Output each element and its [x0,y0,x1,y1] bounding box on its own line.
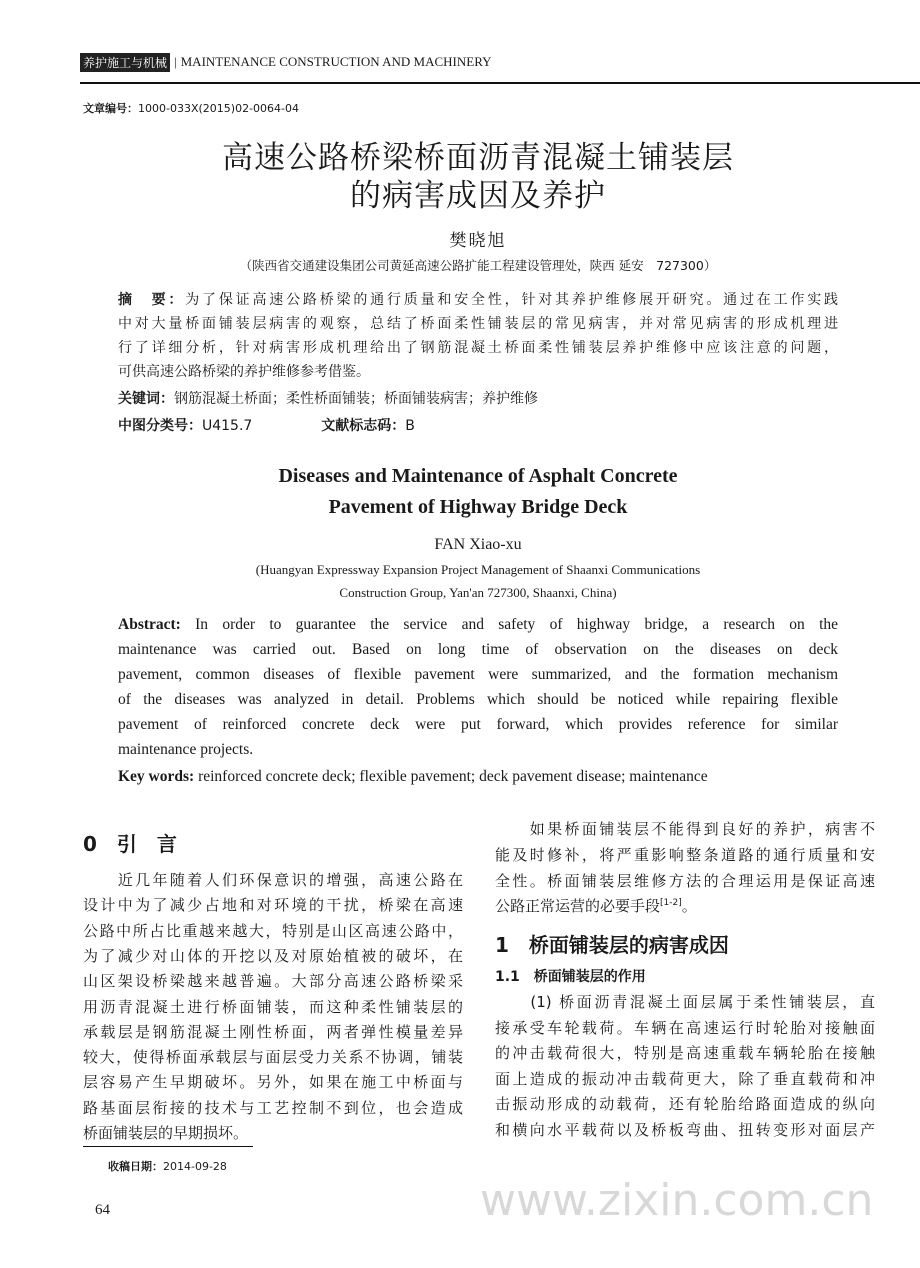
line-text: 承载层是钢筋混凝土刚性桥面，两者弹性模量差异 [83,1022,463,1041]
keywords-en [118,768,708,786]
line-text: pavement, common diseases of flexible pavement were summarized, and the formation mechanism [118,666,838,683]
line-text: 可供高速公路桥梁的养护维修参考借鉴。 [118,364,370,380]
text-line [83,894,463,915]
line-text: 行了详细分析，针对病害形成机理给出了钢筋混凝土桥面柔性铺装层养护维修中应该注意的问题， [118,340,838,356]
line-text: 为了减少对山体的开挖以及对原始植被的破坏，在 [83,946,463,965]
line-text: 用沥青混凝土进行桥面铺装，而这种柔性铺装层的 [83,997,463,1016]
line-text: 山区架设桥梁越来越普遍。大部分高速公路桥梁采 [83,972,463,991]
keywords-cn [118,388,538,408]
line-text: 公路中所占比重越来越大，特别是山区高速公路中， [83,921,463,940]
author-en: FAN Xiao-xu [434,536,522,553]
line-text: of the diseases was analyzed in detail. Problems which should be noticed while repairing flexible [118,691,838,708]
watermark: www.zixin.com.cn [480,1175,874,1226]
keywords-en-value: reinforced concrete deck; flexible pavement; deck pavement disease; maintenance [198,768,708,785]
running-header [80,52,492,72]
text-line [118,337,838,357]
text-line [495,1042,875,1063]
title-cn-line-1: 高速公路桥梁桥面沥青混凝土铺装层 [222,140,734,176]
abstract-en-label: Abstract: [118,616,181,633]
text-line [83,970,463,991]
text-line [495,991,875,1012]
text-line [118,666,838,684]
classification [118,415,415,435]
text-line [495,818,875,839]
text-line [495,870,875,891]
text-line [495,1017,875,1038]
title-cn-line-2: 的病害成因及养护 [350,178,606,214]
text-line [495,895,875,916]
line-text: 桥面铺装层的早期损坏。 [83,1124,249,1142]
text-line [83,1071,463,1092]
text-line [118,313,838,333]
text-line [118,289,838,309]
title-en-line-1: Diseases and Maintenance of Asphalt Concrete [278,465,678,487]
classification-value: U415.7 [202,418,253,434]
line-text: 中对大量桥面铺装层病害的观察，总结了桥面柔性铺装层的常见病害，并对常见病害的形成机理进 [118,316,838,332]
affiliation-cn: （陕西省交通建设集团公司黄延高速公路扩能工程建设管理处，陕西 延安 727300） [239,258,717,273]
line-text: pavement of reinforced concrete deck were put forward, which provides reference for similar [118,716,838,733]
line-text: 近几年随着人们环保意识的增强，高速公路在 [83,871,463,889]
page-number: 64 [95,1202,110,1218]
footnote-rule [83,1146,253,1147]
text-line [495,1093,875,1114]
line-text: In order to guarantee the service and safety of highway bridge, a research on the [195,616,839,633]
line-text: 接承受车轮载荷。车辆在高速运行时轮胎对接触面 [495,1018,875,1037]
citation[interactable]: [1-2] [660,898,682,909]
line-text: 如果桥面铺装层不能得到良好的养护，病害不 [495,820,875,838]
text-line [118,691,838,709]
text-line [118,741,838,759]
keywords-en-label: Key words: [118,768,195,785]
section-1-1-heading: 1.1 桥面铺装层的作用 [495,969,646,985]
article-number-value: 1000-033X(2015)02-0064-04 [138,102,299,115]
line-text: 面上造成的振动冲击载荷更大，除了垂直载荷和冲 [495,1069,875,1088]
line-text: 为了保证高速公路桥梁的通行质量和安全性，针对其养护维修展开研究。通过在工作实践 [185,292,839,308]
title-en-line-2: Pavement of Highway Bridge Deck [328,496,628,518]
header-rule [80,82,920,84]
text-line [83,945,463,966]
text-line [83,920,463,941]
affiliation-en-line-1: (Huangyan Expressway Expansion Project Management of Shaanxi Communications [255,562,701,577]
article-number-label: 文章编号： [83,102,138,115]
text-line [118,716,838,734]
line-text: 层容易产生早期破坏。另外，如果在施工中桥面与 [83,1073,463,1092]
text-line [83,1097,463,1118]
text-line [118,361,838,381]
text-line [495,1068,875,1089]
journal-name-cn: 养护施工与机械 [80,53,170,72]
line-text: 和横向水平载荷以及桥板弯曲、扭转变形对面层产 [495,1121,875,1139]
line-text: (1) 桥面沥青混凝土面层属于柔性铺装层，直 [495,993,875,1011]
line-text: 全性。桥面铺装层维修方法的合理运用是保证高速 [495,871,875,890]
affiliation-en-line-2: Construction Group, Yan'an 727300, Shaanxi, China) [339,585,617,600]
line-text: maintenance was carried out. Based on long time of observation on the diseases on deck [118,641,838,658]
abstract-cn-label: 摘 要： [118,292,186,308]
classification-label: 中图分类号： [118,418,202,434]
line-text: 能及时修补，将严重影响整条道路的通行质量和安 [495,845,875,864]
received-date-value: 2014-09-28 [163,1160,227,1173]
article-number [83,100,299,116]
line-text: 路基面层衔接的技术与工艺控制不到位，也会造成 [83,1098,463,1117]
line-text: 击振动形成的动载荷，还有轮胎给路面造成的纵向 [495,1095,875,1114]
keywords-cn-value: 钢筋混凝土桥面；柔性桥面铺装；桥面铺装病害；养护维修 [174,391,538,407]
text-line [83,869,463,890]
text-line [118,641,838,659]
header-separator: | [174,54,177,69]
line-text: 。 [681,897,697,916]
author-cn: 樊晓旭 [449,231,507,251]
line-text: maintenance projects. [118,741,254,758]
section-1-heading: 1 桥面铺装层的病害成因 [495,933,729,957]
section-0-heading: 0 引 言 [83,832,177,856]
received-date [108,1158,227,1174]
text-line [83,1046,463,1067]
text-line [118,616,838,634]
doc-code-label: 文献标志码： [321,418,406,434]
received-date-label: 收稿日期： [108,1160,163,1173]
text-line [83,1122,463,1143]
doc-code-value: B [405,418,415,434]
text-line [83,996,463,1017]
keywords-cn-label: 关键词： [118,391,174,407]
text-line [495,1119,875,1140]
line-text: 公路正常运营的必要手段 [495,897,661,916]
line-text: 的冲击载荷很大，特别是高速重载车辆轮胎在接触 [495,1044,875,1063]
text-line [83,1021,463,1042]
line-text: 较大，使得桥面承载层与面层受力关系不协调，铺装 [83,1048,463,1067]
journal-name-en: MAINTENANCE CONSTRUCTION AND MACHINERY [180,54,492,69]
text-line [495,844,875,865]
line-text: 设计中为了减少占地和对环境的干扰，桥梁在高速 [83,896,463,915]
